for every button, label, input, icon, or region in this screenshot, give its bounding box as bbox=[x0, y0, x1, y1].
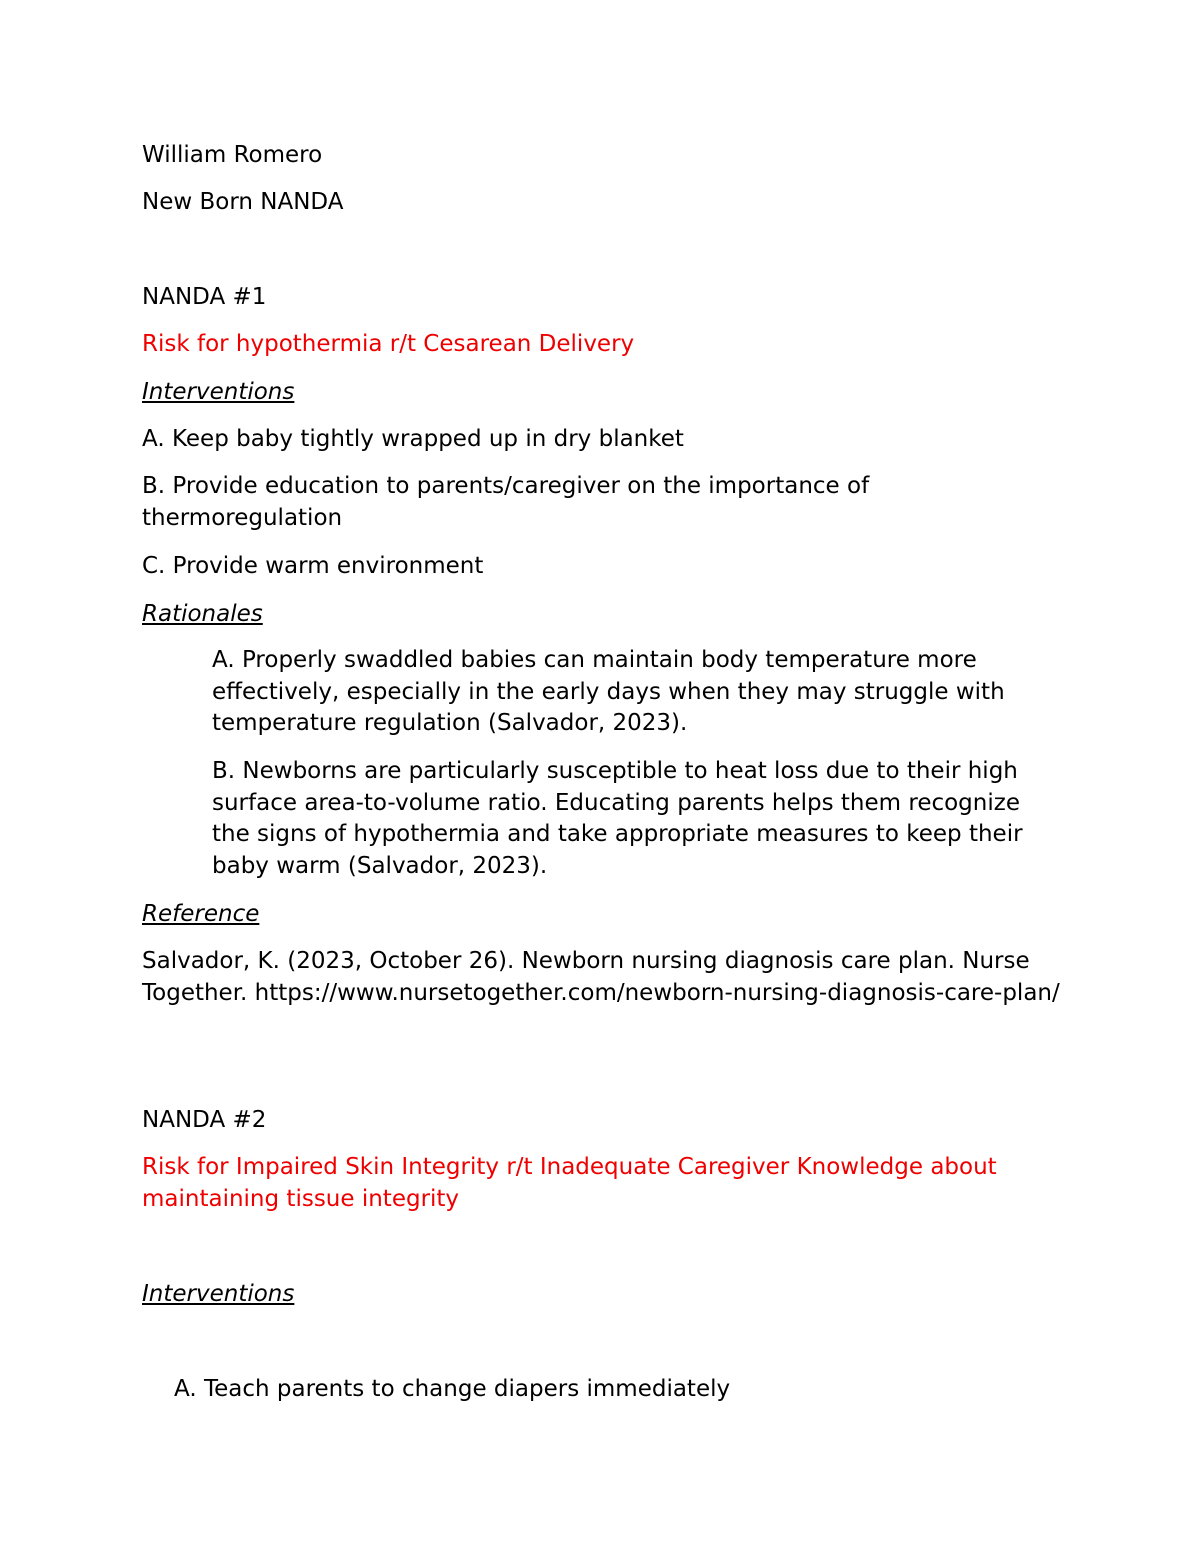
nanda-2-diagnosis: Risk for Impaired Skin Integrity r/t Inadequate Caregiver Knowledge about maintaining tissue integrity bbox=[142, 1154, 997, 1212]
nanda-2-intervention-a: A. Teach parents to change diapers immediately bbox=[174, 1376, 731, 1402]
nanda-1-diagnosis: Risk for hypothermia r/t Cesarean Delivery bbox=[142, 331, 635, 357]
nanda-1-interventions-heading: Interventions bbox=[142, 379, 295, 405]
author-name: William Romero bbox=[142, 142, 323, 168]
nanda-1-intervention-a: A. Keep baby tightly wrapped up in dry blanket bbox=[142, 426, 684, 452]
nanda-1-reference: Salvador, K. (2023, October 26). Newborn nursing diagnosis care plan. Nurse Together. https://www.nursetogether.com/newborn-nursing-diagnosis-care-plan/ bbox=[142, 948, 1060, 1006]
nanda-1-intervention-b: B. Provide education to parents/caregiver on the importance of thermoregulation bbox=[142, 473, 870, 531]
nanda-2-label: NANDA #2 bbox=[142, 1107, 267, 1133]
nanda-1-label: NANDA #1 bbox=[142, 284, 267, 310]
document-title: New Born NANDA bbox=[142, 189, 344, 215]
nanda-2-interventions-heading: Interventions bbox=[142, 1281, 295, 1307]
nanda-1-reference-heading: Reference bbox=[142, 901, 260, 927]
nanda-1-intervention-c: C. Provide warm environment bbox=[142, 553, 484, 579]
nanda-1-rationale-b: B. Newborns are particularly susceptible to heat loss due to their high surface area-to-volume ratio. Educating parents helps them recognize the signs of hypothermia and take appropriate measures to keep their baby warm (Salvador, 2023). bbox=[212, 758, 1023, 879]
nanda-1-rationale-a: A. Properly swaddled babies can maintain body temperature more effectively, especially in the early days when they may struggle with temperature regulation (Salvador, 2023). bbox=[212, 647, 1005, 736]
nanda-1-rationales-heading: Rationales bbox=[142, 601, 263, 627]
